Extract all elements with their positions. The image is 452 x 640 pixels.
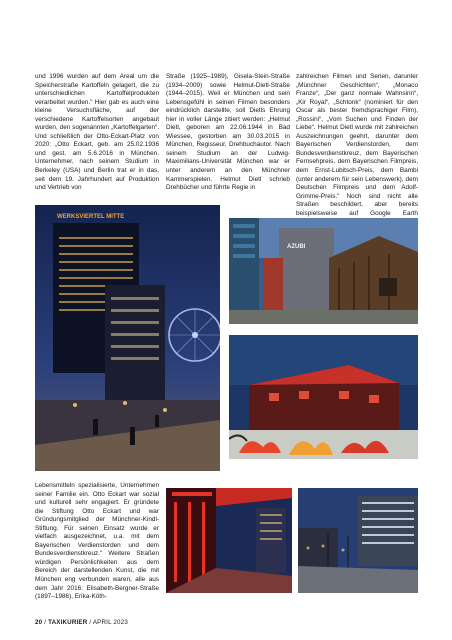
modern-plaza-photo	[298, 488, 418, 593]
hotel-sign-text: WERKSVIERTEL MITTE	[57, 214, 125, 220]
building-sign-text: AZUBI	[287, 244, 306, 250]
wooden-shed-photo	[229, 218, 418, 324]
article-column-3: zahlreichen Filmen und Serien, darunter „Münchner Geschichten“, „Monaco Franze“, „Der ganz normale Wahnsinn“, „Kir Royal“, „Schtonk“ (nominiert für den Oscar als bester fremdsprachiger Film), „Rossini“, „Vom Suchen und Finden der Liebe“. Helmut Dietl wurde mit zahlreichen Auszeichnungen geehrt, darunter dem Bayerischen Verdienstorden, dem Bundesverdienstkreuz, dem Bayerischen Fernsehpreis, dem Bayerischen Filmpreis, dem Ernst-Lubitsch-Preis, dem Bambi (unter anderem für sein Lebenswerk), dem Deutschen Filmpreis und dem Adolf-Grimme-Preis." Noch sind nicht alle Straßen beschildert, aber bereits beispielsweise auf Google Earth	[296, 73, 418, 217]
footer-separator: /	[89, 619, 92, 626]
article-column-bottom: Lebensmitteln spezialisierte, Unternehmen seiner Familie ein. Otto Eckart war sozial und kulturell sehr engagiert. Er gründete die Stiftung Otto Eckart und war Gründungsmitglied der Münchner-Kindl-Stiftung. Für seinen Einsatz wurde er vielfach ausgezeichnet, u.a. mit dem Bayerischen Verdienstorden und dem Bundesverdienstkreuz." Weitere Straßen würdigen Persönlichkeiten aus dem Bereich der darstellenden Kunst, die mit München eng verbunden waren, alle aus dem Jahr 2016: Elisabeth-Bergner-Straße (1897–1986), Erika-Köth-	[35, 482, 159, 601]
article-column-1: und 1996 wurden auf dem Areal um die Speicherstraße Kartoffeln gelagert, die zu unterschiedlichen Kartoffelprodukten verarbeitet wurden." Hier gab es auch eine kleine Versuchsfläche, auf der verschiedene Kartoffelsorten angebaut wurden, den sogenannten „Kartoffelgarten“. Und schließlich der Otto-Eckart-Platz von 2020: „Otto Eckart, geb. am 25.02.1936 und gest. am 5.6.2016 in München. Unternehmer, nach seinem Studium in Berkeley (USA) und Berlin trat er in das, seit dem 19. Jahrhundert auf Produktion und Vertrieb von	[35, 73, 159, 192]
magazine-name: TAXIKURIER	[48, 619, 88, 626]
red-neon-street-scene	[166, 488, 292, 593]
wooden-shed-scene	[229, 218, 418, 324]
issue-date: APRIL 2023	[92, 619, 128, 626]
modern-plaza-scene	[298, 488, 418, 593]
hotel-tower-night-photo	[35, 205, 220, 471]
red-neon-street-photo	[166, 488, 292, 593]
article-column-2: Straße (1925–1989), Gisela-Stein-Straße (1934–2009) sowie Helmut-Dietl-Straße (1944–2015). Weil er München und sein Lebensgefühl in seinen Filmen besonders eindrücklich darstellte, soll Dietls Ehrung hier in voller Länge zitiert werden: „Helmut Dietl, geboren am 22.06.1944 in Bad Wiessee, gestorben am 30.03.2015 in München, Regisseur, Drehbuchautor. Nach seinem Studium an der Ludwig-Maximilians-Universität München war er unter anderem an den Münchner Kammerspielen. Helmut Dietl schrieb Drehbücher und führte Regie in	[166, 73, 290, 192]
page-number: 20	[35, 619, 43, 626]
footer-separator: /	[44, 619, 47, 626]
hotel-tower-scene	[35, 205, 220, 471]
graffiti-building-photo	[229, 335, 418, 459]
graffiti-building-scene	[229, 335, 418, 459]
page-footer	[35, 619, 128, 626]
